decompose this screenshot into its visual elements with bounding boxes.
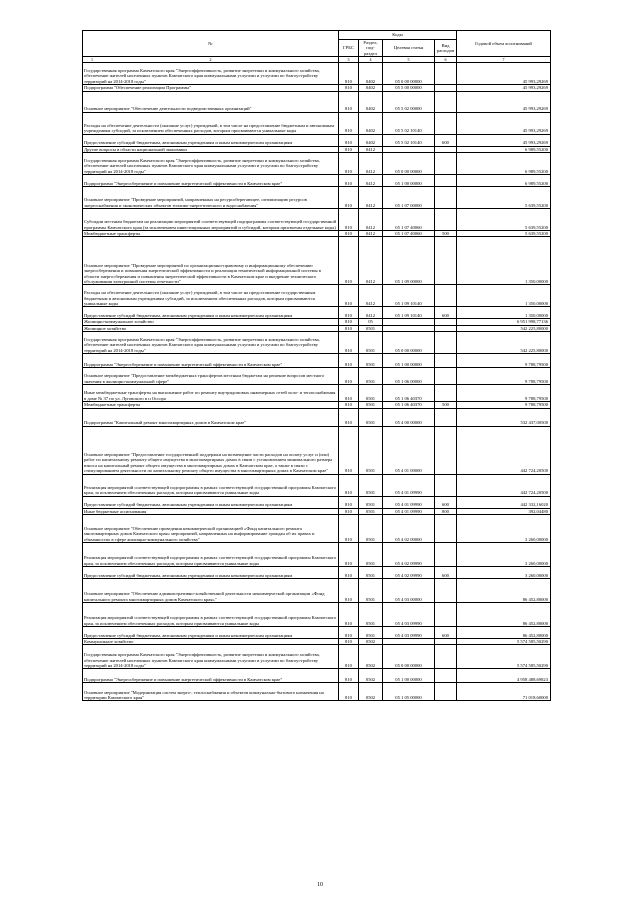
row-target-article: 05 1 00 00000 (383, 669, 435, 683)
row-amount: 6 989,55200 (457, 146, 551, 152)
row-name: Государственная программа Камчатского края "Энергоэффективность, развитие энергетики и коммунального хозяйства, обеспечение жителей населенных пунктов Камчатского края коммунальными услугами и услугами по благоустройству территорий на 2014-2018 годы" (83, 63, 339, 85)
table-row (83, 408, 551, 426)
row-expense-type (435, 603, 457, 627)
budget-table (82, 30, 551, 701)
row-expense-type (435, 332, 457, 354)
row-grbs: 810 (339, 209, 359, 231)
header-grbs: ГРБС (339, 40, 359, 57)
row-grbs: 810 (339, 669, 359, 683)
row-expense-type (435, 543, 457, 567)
row-grbs: 810 (339, 368, 359, 385)
row-amount: 1 350,00000 (457, 285, 551, 307)
row-name: Предоставление субсидий бюджетным, автономным учреждениям и иным некоммерческим организациям (83, 567, 339, 579)
row-amount: 45 993,29269 (457, 85, 551, 91)
row-amount: 5 574 585,50290 (457, 645, 551, 669)
row-name: Основное мероприятие "Обеспечение деятельности подведомственных организаций" (83, 91, 339, 112)
row-name: Государственная программа Камчатского края "Энергоэффективность, развитие энергетики и коммунального хозяйства, обеспечение жителей населенных пунктов Камчатского края коммунальными услугами и услугами по благоустройству территорий на 2014-2018 годы" (83, 645, 339, 669)
row-target-article: 05 1 07 00000 (383, 187, 435, 209)
row-target-article: 05 5 02 10140 (383, 134, 435, 146)
row-grbs: 810 (339, 426, 359, 474)
row-target-article: 05 4 03 00000 (383, 579, 435, 603)
header-vid: Вид расходов (435, 40, 457, 57)
row-amount: 86 452,80000 (457, 603, 551, 627)
row-grbs: 810 (339, 567, 359, 579)
row-amount: 45 993,29269 (457, 134, 551, 146)
row-expense-type (435, 669, 457, 683)
row-expense-type: 600 (435, 307, 457, 319)
row-amount: 392,04480 (457, 508, 551, 514)
table-row (83, 579, 551, 603)
row-target-article: 05 4 00 00000 (383, 408, 435, 426)
row-amount: 4 958 488,69823 (457, 669, 551, 683)
table-row (83, 385, 551, 402)
row-expense-type (435, 683, 457, 701)
row-name: Подпрограмма "Энергосбережение и повышение энергетической эффективности в Камчатском крае" (83, 175, 339, 187)
row-expense-type: 500 (435, 402, 457, 408)
row-name: Подпрограмма "Капитальный ремонт многоквартирных домов в Камчатском крае" (83, 408, 339, 426)
budget-table-sheet (82, 30, 550, 701)
row-razdel: 0501 (359, 603, 383, 627)
row-expense-type (435, 354, 457, 368)
row-razdel: 0501 (359, 426, 383, 474)
row-expense-type (435, 368, 457, 385)
row-razdel: 0402 (359, 91, 383, 112)
row-expense-type: 600 (435, 567, 457, 579)
row-grbs: 810 (339, 112, 359, 134)
row-razdel: 0501 (359, 325, 383, 331)
row-name: Реализация мероприятий соответствующей подпрограммы в рамках соответствующей государственной программы Камчатского края, за исключением обеспеченных расходов, которым присваиваются уникальные коды (83, 474, 339, 496)
table-row (83, 567, 551, 579)
row-expense-type (435, 209, 457, 231)
row-grbs: 810 (339, 645, 359, 669)
table-row (83, 91, 551, 112)
row-razdel: 0412 (359, 285, 383, 307)
row-expense-type (435, 426, 457, 474)
row-amount: 1 350,00000 (457, 307, 551, 319)
row-name: Подпрограмма "Энергосбережение и повышение энергетической эффективности в Камчатском крае" (83, 354, 339, 368)
row-expense-type (435, 385, 457, 402)
row-target-article: 05 4 03 09990 (383, 627, 435, 639)
row-name: Подпрограмма "Энергосбережение и повышение энергетической эффективности в Камчатском крае" (83, 669, 339, 683)
row-razdel: 0412 (359, 209, 383, 231)
row-name: Государственная программа Камчатского края "Энергоэффективность, развитие энергетики и коммунального хозяйства, обеспечение жителей населенных пунктов Камчатского края коммунальными услугами и услугами по благоустройству территорий на 2014-2018 годы" (83, 153, 339, 175)
row-grbs: 810 (339, 508, 359, 514)
row-razdel: 0501 (359, 543, 383, 567)
row-amount: 3 260,00000 (457, 515, 551, 543)
row-expense-type: 600 (435, 627, 457, 639)
row-grbs: 810 (339, 146, 359, 152)
row-amount: 3 260,00000 (457, 543, 551, 567)
table-row (83, 426, 551, 474)
row-target-article: 05 1 05 00000 (383, 683, 435, 701)
row-grbs: 810 (339, 543, 359, 567)
row-expense-type (435, 474, 457, 496)
row-target-article: 05 1 09 00000 (383, 237, 435, 285)
row-razdel: 0402 (359, 63, 383, 85)
row-name: Основное мероприятие "Модернизация систем энерго-, теплоснабжения и объектов коммунально-бытового назначения на территории Камчатского края" (83, 683, 339, 701)
row-grbs: 810 (339, 134, 359, 146)
row-razdel: 0501 (359, 354, 383, 368)
row-name: Основное мероприятие "Обеспечение административно-хозяйственной деятельности некоммерческой организации «Фонд капитального ремонта многоквартирных домов Камчатского края»" (83, 579, 339, 603)
table-row (83, 153, 551, 175)
row-name: Иные бюджетные ассигнования (83, 508, 339, 514)
row-target-article: 05 0 00 00000 (383, 153, 435, 175)
row-name: Расходы на обеспечение деятельности (оказание услуг) учреждений, в том числе на предоставление государственным бюджетным и автономным учреждениям субсидий, за исключением обеспеченных расходов, которым присваиваются уникальные коды (83, 285, 339, 307)
row-target-article: 05 4 01 09990 (383, 496, 435, 508)
row-grbs: 810 (339, 307, 359, 319)
row-razdel: 0501 (359, 567, 383, 579)
header-codes: Коды (339, 31, 457, 40)
row-grbs: 810 (339, 627, 359, 639)
colnum-7: 7 (457, 57, 551, 63)
row-amount: 9 788,79500 (457, 354, 551, 368)
row-name: Межбюджетные трансферты (83, 231, 339, 237)
table-row (83, 645, 551, 669)
row-name: Основное мероприятие "Предоставление государственной поддержки на возмещение части расходов на оплату услуг и (или) работ по капитальному ремонту общего имущества в многоквартирных домах в связи с установлением минимального размера взноса на капитальный ремонт общего имущества в многоквартирных домах в Камчатском крае, а также в связи с стимулированием деятельности по капитальному ремонту общего имущества в многоквартирных домах в Камчатском крае" (83, 426, 339, 474)
row-target-article: 05 1 06 00000 (383, 368, 435, 385)
colnum-5: 5 (383, 57, 435, 63)
row-razdel: 0412 (359, 175, 383, 187)
row-grbs: 810 (339, 496, 359, 508)
row-amount: 442 332,16020 (457, 496, 551, 508)
row-grbs: 810 (339, 187, 359, 209)
row-target-article: 05 1 06 40370 (383, 402, 435, 408)
row-razdel: 0501 (359, 579, 383, 603)
row-amount: 542 225,80000 (457, 332, 551, 354)
row-amount: 45 993,29269 (457, 91, 551, 112)
row-target-article: 05 5 02 10140 (383, 112, 435, 134)
row-target-article: 05 4 02 00000 (383, 515, 435, 543)
row-name: Жилищное хозяйство (83, 325, 339, 331)
row-razdel: 0412 (359, 231, 383, 237)
row-razdel: 05 (359, 319, 383, 325)
row-razdel: 0402 (359, 134, 383, 146)
table-body (83, 63, 551, 701)
row-amount: 442 724,20500 (457, 474, 551, 496)
table-row (83, 63, 551, 85)
row-razdel: 0412 (359, 187, 383, 209)
header-annual: Годовой объем ассигнований (457, 31, 551, 57)
colnum-6: 6 (435, 57, 457, 63)
row-razdel: 0501 (359, 408, 383, 426)
table-row (83, 368, 551, 385)
row-grbs: 810 (339, 63, 359, 85)
table-row (83, 354, 551, 368)
row-razdel: 0501 (359, 515, 383, 543)
row-target-article: 05 1 07 40060 (383, 209, 435, 231)
table-row (83, 187, 551, 209)
table-row (83, 112, 551, 134)
row-amount: 9 788,79500 (457, 385, 551, 402)
row-name: Субсидии местным бюджетам на реализацию мероприятий соответствующей подпрограммы соответствующей государственной программы Камчатского края (за исключением инвестиционных мероприятий и субсидий, которым присвоены отдельные коды) (83, 209, 339, 231)
row-expense-type: 600 (435, 134, 457, 146)
row-target-article: 05 1 09 10140 (383, 285, 435, 307)
row-grbs: 810 (339, 175, 359, 187)
row-name: Иные межбюджетные трансферты на выполнение работ по ремонту внутридомовых инженерных сетей холо- и теплоснабжения в доме № 37 по ул. Луговского в п Оссора (83, 385, 339, 402)
row-name: Реализация мероприятий соответствующей подпрограммы в рамках соответствующей государственной программы Камчатского края, за исключением обеспеченных расходов, которым присваиваются уникальные коды (83, 603, 339, 627)
table-row (83, 134, 551, 146)
row-amount: 9 788,79500 (457, 402, 551, 408)
table-row (83, 496, 551, 508)
row-razdel: 0501 (359, 474, 383, 496)
row-name: Основное мероприятие "Проведение мероприятий по организационно-правовому и информационному обеспечению энергосбережения и повышения энергетической эффективности и реализация тематической информационной системы в области энергосбережения и повышения энергетической эффективности в Камчатском крае и внедрение технического обслуживания электронной системы отчетности" (83, 237, 339, 285)
row-name: Жилищно-коммунальное хозяйство (83, 319, 339, 325)
row-razdel: 0501 (359, 496, 383, 508)
table-row (83, 683, 551, 701)
row-name: Основное мероприятие "Проведение мероприятий, направленных на ресурсоберегающее, оптимизацию ресурсов энергоснабжения и экономических объектов топливо-энергетического и водоснабжения" (83, 187, 339, 209)
row-expense-type (435, 175, 457, 187)
row-target-article: 05 4 02 09990 (383, 543, 435, 567)
row-amount: 3 260,00000 (457, 567, 551, 579)
row-grbs: 810 (339, 515, 359, 543)
row-grbs: 810 (339, 402, 359, 408)
row-razdel: 0502 (359, 645, 383, 669)
row-grbs: 810 (339, 408, 359, 426)
page-number: 10 (317, 882, 323, 888)
row-expense-type (435, 153, 457, 175)
row-razdel: 0502 (359, 683, 383, 701)
colnum-1: 1 (91, 57, 93, 63)
row-razdel: 0501 (359, 402, 383, 408)
row-razdel: 0412 (359, 237, 383, 285)
row-name: Предоставление субсидий бюджетным, автономным учреждениям и иным некоммерческим организациям (83, 134, 339, 146)
row-amount: 9 788,79500 (457, 368, 551, 385)
row-target-article: 05 1 07 40060 (383, 231, 435, 237)
row-target-article: 05 0 00 00000 (383, 63, 435, 85)
row-expense-type (435, 285, 457, 307)
table-row (83, 515, 551, 543)
row-grbs: 810 (339, 354, 359, 368)
row-name: Реализация мероприятий соответствующей подпрограммы в рамках соответствующей государственной программы Камчатского края, за исключением обеспеченных расходов, которым присваиваются уникальные коды (83, 543, 339, 567)
row-grbs: 810 (339, 385, 359, 402)
row-razdel: 0412 (359, 146, 383, 152)
row-name: Коммунальное хозяйство (83, 639, 339, 645)
header-name: № (83, 31, 339, 57)
row-razdel: 0502 (359, 639, 383, 645)
row-razdel: 0402 (359, 112, 383, 134)
row-grbs: 810 (339, 231, 359, 237)
row-razdel: 0412 (359, 307, 383, 319)
colnum-4: 4 (359, 57, 383, 63)
row-grbs: 810 (339, 237, 359, 285)
table-row (83, 175, 551, 187)
header-razdel: Раздел, под-раздел (359, 40, 383, 57)
row-amount: 542 225,80000 (457, 325, 551, 331)
row-amount: 5 639,55200 (457, 187, 551, 209)
row-name: Межбюджетные трансферты (83, 402, 339, 408)
row-name: Подпрограмма "Обеспечение реализации Программы" (83, 85, 339, 91)
row-target-article: 05 5 02 00000 (383, 91, 435, 112)
table-row (83, 669, 551, 683)
row-target-article: 05 0 00 00000 (383, 332, 435, 354)
row-target-article: 05 4 01 09990 (383, 474, 435, 496)
row-amount: 532 437,00500 (457, 408, 551, 426)
row-razdel: 0412 (359, 153, 383, 175)
row-expense-type: 600 (435, 496, 457, 508)
row-amount: 45 993,29269 (457, 112, 551, 134)
row-name: Другие вопросы в области национальной экономики (83, 146, 339, 152)
row-expense-type: 800 (435, 508, 457, 514)
table-row (83, 543, 551, 567)
row-name: Предоставление субсидий бюджетным, автономным учреждениям и иным некоммерческим организациям (83, 307, 339, 319)
table-row (83, 307, 551, 319)
row-grbs: 810 (339, 319, 359, 325)
row-grbs: 810 (339, 85, 359, 91)
table-row (83, 474, 551, 496)
row-expense-type (435, 515, 457, 543)
row-name: Основное мероприятие "Предоставление межбюджетных трансфертов местным бюджетам на решение вопросов местного значения в жилищно-коммунальной сфере" (83, 368, 339, 385)
row-name: Предоставление субсидий бюджетным, автономным учреждениям и иным некоммерческим организациям (83, 627, 339, 639)
row-grbs: 810 (339, 153, 359, 175)
row-target-article: 05 1 09 10140 (383, 307, 435, 319)
row-amount: 71 018,60000 (457, 683, 551, 701)
row-amount: 6 989,55200 (457, 153, 551, 175)
row-grbs: 810 (339, 91, 359, 112)
row-razdel: 0502 (359, 669, 383, 683)
row-razdel: 0501 (359, 385, 383, 402)
row-amount: 6 951 998,77136 (457, 319, 551, 325)
row-expense-type (435, 63, 457, 85)
row-target-article: 05 1 00 00000 (383, 175, 435, 187)
row-razdel: 0402 (359, 85, 383, 91)
row-amount: 86 452,80000 (457, 627, 551, 639)
row-expense-type (435, 187, 457, 209)
row-expense-type (435, 408, 457, 426)
row-name: Расходы на обеспечение деятельности (оказание услуг) учреждений, в том числе на предоставление бюджетным и автономным учреждениям субсидий, за исключением обеспеченных расходов, которым присваиваются уникальные коды (83, 112, 339, 134)
row-amount: 442 724,20500 (457, 426, 551, 474)
row-grbs: 810 (339, 683, 359, 701)
row-grbs: 810 (339, 603, 359, 627)
row-razdel: 0501 (359, 368, 383, 385)
row-amount: 1 350,00000 (457, 237, 551, 285)
row-name: Государственная программа Камчатского края "Энергоэффективность, развитие энергетики и коммунального хозяйства, обеспечение жителей населенных пунктов Камчатского края коммунальными услугами и услугами по благоустройству территорий на 2014-2018 годы" (83, 332, 339, 354)
table-row (83, 627, 551, 639)
table-row (83, 237, 551, 285)
row-grbs: 810 (339, 325, 359, 331)
row-razdel: 0501 (359, 508, 383, 514)
row-target-article: 05 1 06 40370 (383, 385, 435, 402)
row-expense-type (435, 237, 457, 285)
row-amount: 45 993,29269 (457, 63, 551, 85)
table-row (83, 285, 551, 307)
row-target-article: 05 1 00 00000 (383, 354, 435, 368)
table-row (83, 332, 551, 354)
row-expense-type: 500 (435, 231, 457, 237)
row-expense-type (435, 112, 457, 134)
row-name: Основное мероприятие "Обеспечение проведения некоммерческой организацией «Фонд капитального ремонта многоквартирных домов Камчатского края» мероприятий, направленных на информирование граждан об их правах и обязанностях в сфере жилищно-коммунального хозяйства" (83, 515, 339, 543)
row-amount: 5 639,55200 (457, 231, 551, 237)
row-grbs: 810 (339, 579, 359, 603)
header-celevaya: Целевая статья (383, 40, 435, 57)
colnum-name (83, 57, 339, 63)
row-grbs: 810 (339, 285, 359, 307)
row-razdel: 0501 (359, 332, 383, 354)
row-target-article: 05 0 00 00000 (383, 645, 435, 669)
row-grbs: 810 (339, 332, 359, 354)
row-name: Предоставление субсидий бюджетным, автономным учреждениям и иным некоммерческим организациям (83, 496, 339, 508)
row-amount: 5 639,55200 (457, 209, 551, 231)
row-expense-type (435, 579, 457, 603)
row-amount: 5 574 585,50290 (457, 639, 551, 645)
table-row (83, 209, 551, 231)
row-amount: 6 989,55200 (457, 175, 551, 187)
row-grbs: 810 (339, 639, 359, 645)
row-target-article: 05 4 01 00000 (383, 426, 435, 474)
row-expense-type (435, 91, 457, 112)
row-razdel: 0501 (359, 627, 383, 639)
colnum-2: 2 (209, 57, 212, 63)
row-expense-type (435, 645, 457, 669)
row-target-article: 05 5 00 00000 (383, 85, 435, 91)
row-amount: 86 452,80000 (457, 579, 551, 603)
row-grbs: 810 (339, 474, 359, 496)
row-target-article: 05 4 03 09990 (383, 603, 435, 627)
row-target-article: 05 4 01 09990 (383, 508, 435, 514)
colnum-3: 3 (339, 57, 359, 63)
row-target-article: 05 4 02 09990 (383, 567, 435, 579)
table-row (83, 603, 551, 627)
